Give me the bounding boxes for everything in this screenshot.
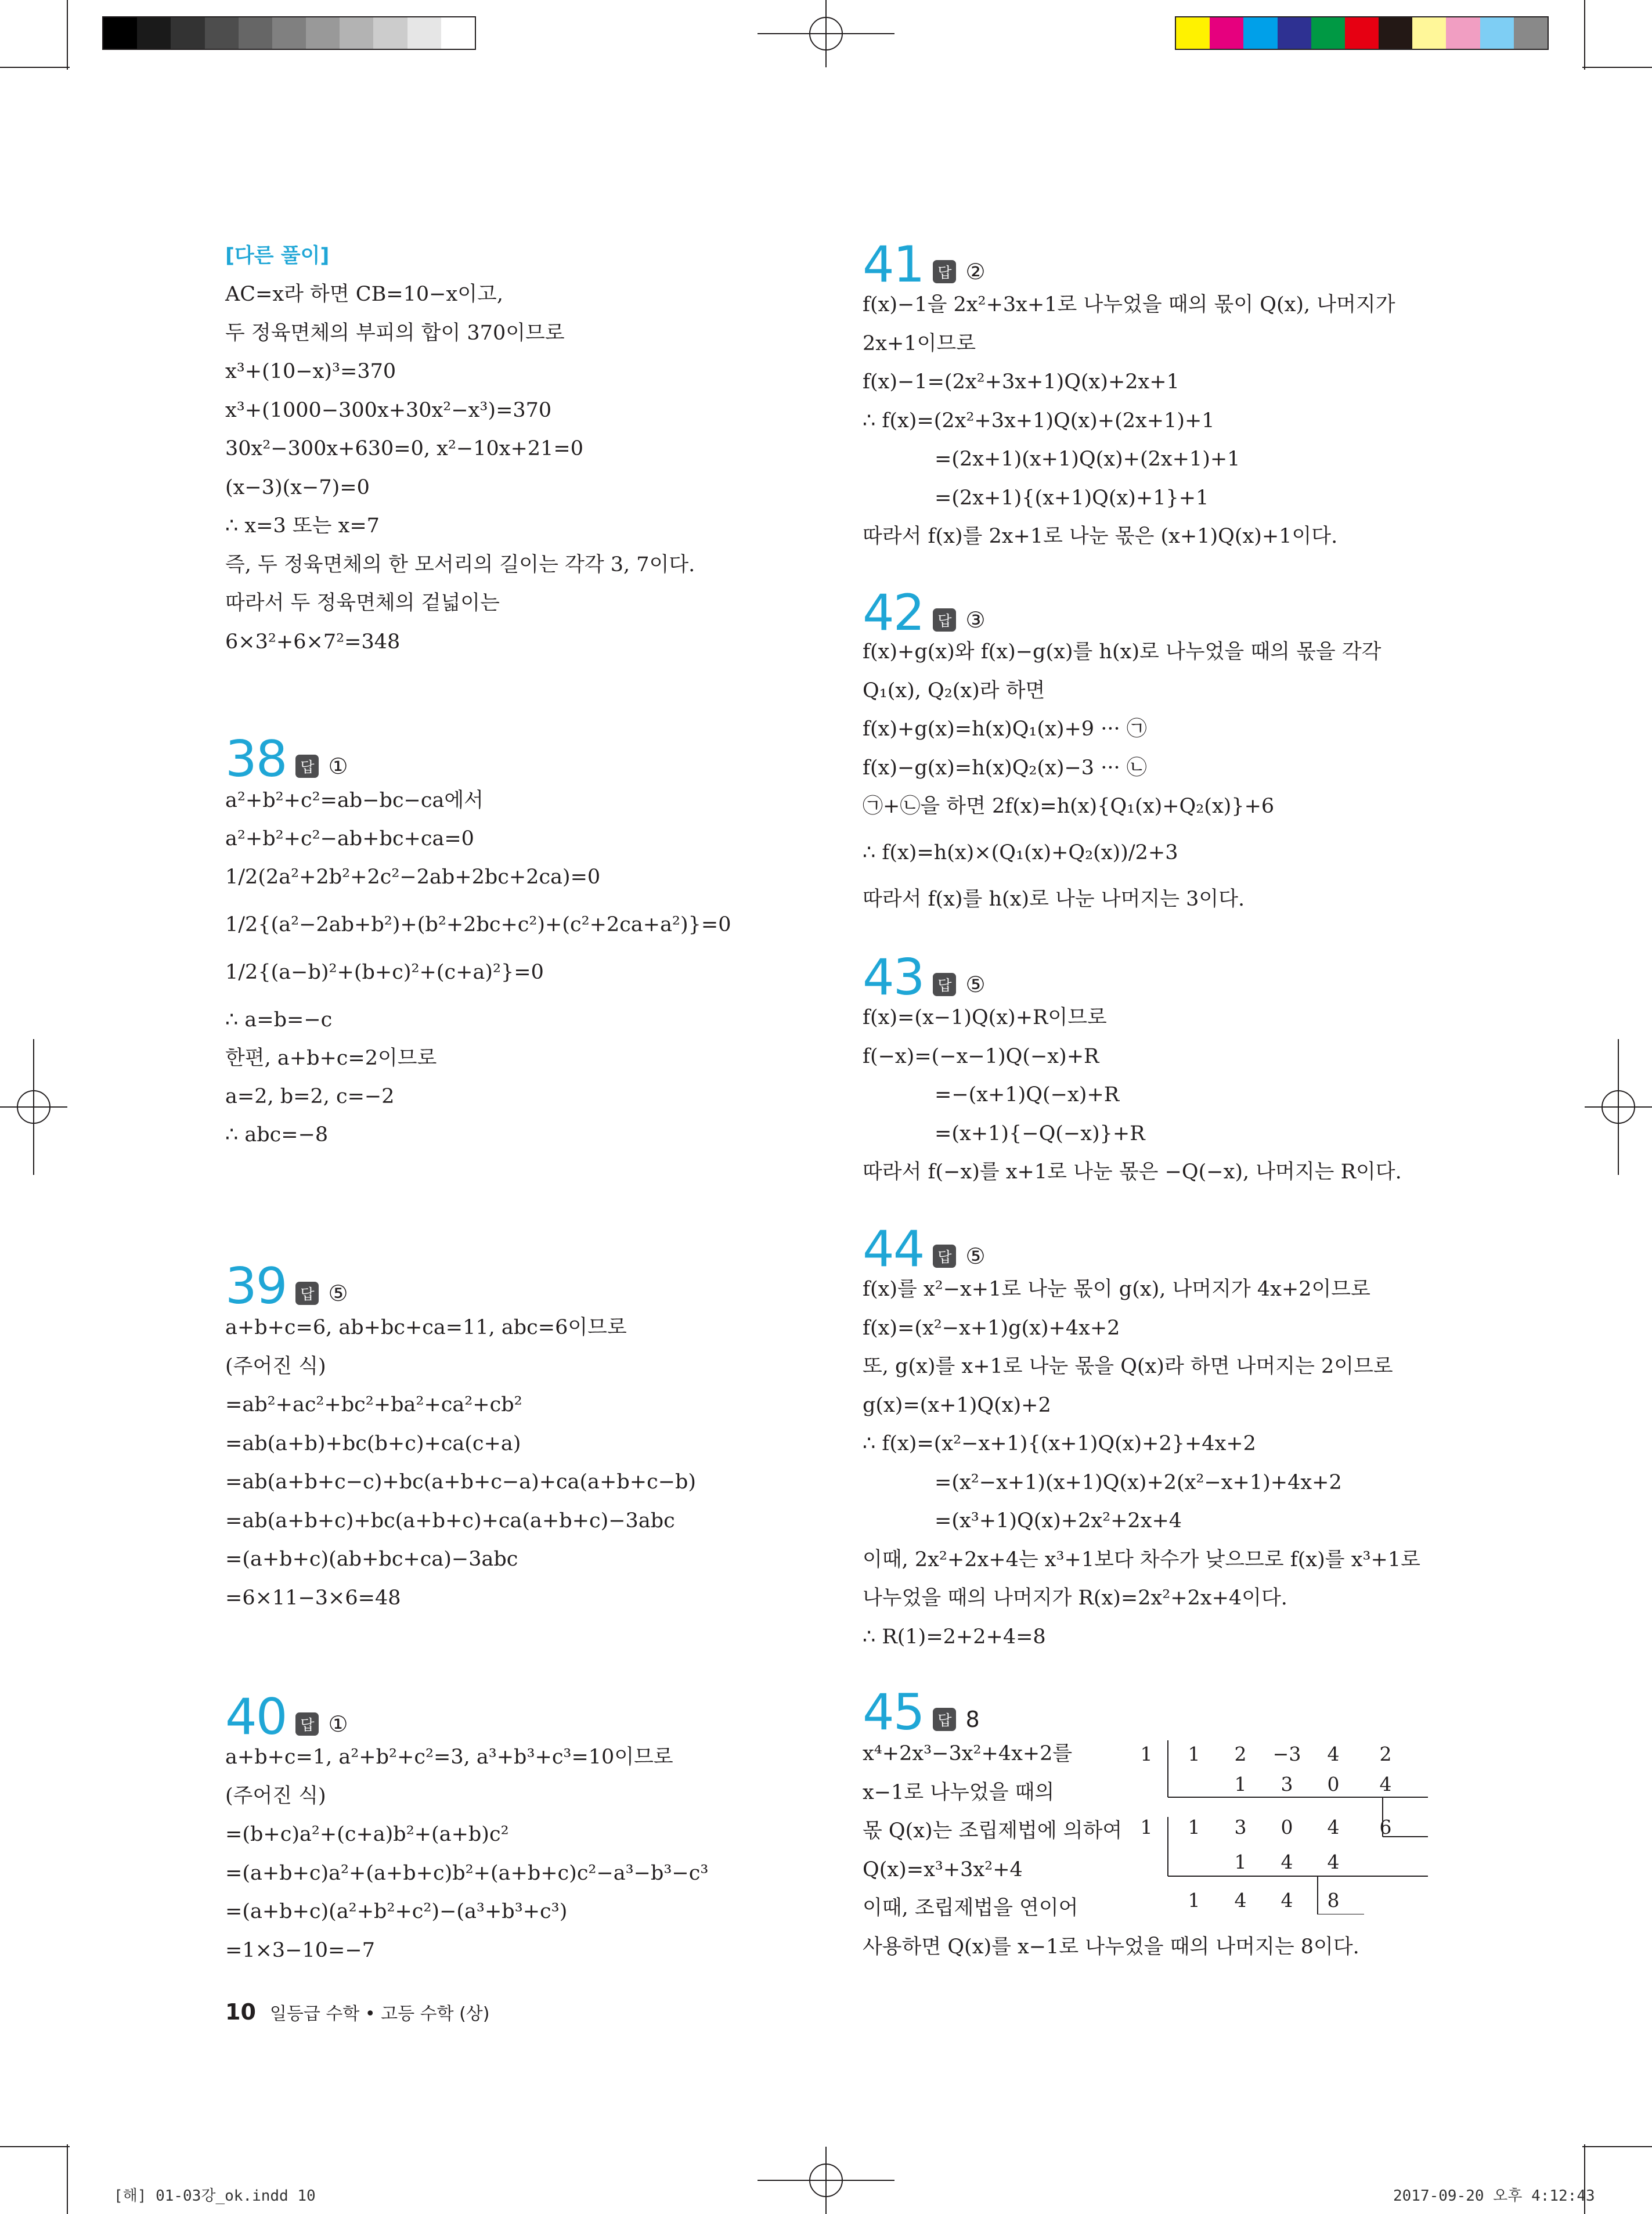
gray-calibration-strip bbox=[102, 16, 476, 50]
solution-line: 이때, 2x²+2x+4는 x³+1보다 차수가 낮으므로 f(x)를 x³+1로 bbox=[863, 1548, 1420, 1571]
problem-number: 41 bbox=[863, 236, 924, 294]
page-number: 10 bbox=[225, 1999, 256, 2025]
solution-line: x−1로 나누었을 때의 bbox=[863, 1780, 1055, 1804]
alt-solution-title: [다른 풀이] bbox=[225, 244, 330, 268]
synthetic-division-cell: 4 bbox=[1327, 1743, 1340, 1765]
solution-line: ∴ a=b=−c bbox=[225, 1008, 333, 1032]
swatch bbox=[306, 17, 340, 49]
solution-line: ∴ R(1)=2+2+4=8 bbox=[863, 1625, 1046, 1649]
answer: ① bbox=[328, 753, 348, 779]
solution-line: a+b+c=1, a²+b²+c²=3, a³+b³+c³=10이므로 bbox=[225, 1746, 673, 1769]
solution-line: f(x)+g(x)=h(x)Q₁(x)+9 ··· ㉠ bbox=[863, 717, 1147, 741]
page-footer bbox=[225, 1999, 489, 2025]
swatch bbox=[272, 17, 306, 49]
swatch bbox=[137, 17, 171, 49]
problem-number: 40 bbox=[225, 1688, 287, 1746]
problem-number: 39 bbox=[225, 1257, 287, 1315]
answer: ② bbox=[965, 259, 986, 284]
synthetic-division-cell: 1 bbox=[1234, 1773, 1247, 1795]
solution-line: f(x)를 x²−x+1로 나눈 몫이 g(x), 나머지가 4x+2이므로 bbox=[863, 1278, 1370, 1301]
solution-line: x³+(1000−300x+30x²−x³)=370 bbox=[225, 398, 552, 422]
solution-line: =ab(a+b+c)+bc(a+b+c)+ca(a+b+c)−3abc bbox=[225, 1509, 675, 1533]
synthetic-division-cell: 2 bbox=[1234, 1743, 1247, 1765]
solution-line: 따라서 f(−x)를 x+1로 나눈 몫은 −Q(−x), 나머지는 R이다. bbox=[863, 1160, 1402, 1184]
answer: ③ bbox=[965, 607, 986, 633]
solution-line: 이때, 조립제법을 연이어 bbox=[863, 1896, 1079, 1920]
solution-line: =ab²+ac²+bc²+ba²+ca²+cb² bbox=[225, 1393, 522, 1416]
solution-line: a=2, b=2, c=−2 bbox=[225, 1085, 395, 1108]
solution-line: ∴ f(x)=(x²−x+1){(x+1)Q(x)+2}+4x+2 bbox=[863, 1432, 1256, 1455]
synthetic-division-cell: 4 bbox=[1379, 1773, 1392, 1795]
problem-number: 44 bbox=[863, 1220, 924, 1278]
solution-line: f(x)−1=(2x²+3x+1)Q(x)+2x+1 bbox=[863, 370, 1180, 394]
problem-43-header bbox=[863, 949, 986, 1007]
swatch bbox=[1210, 17, 1243, 49]
synthetic-division-cell: 4 bbox=[1281, 1851, 1293, 1873]
solution-line: f(x)=(x−1)Q(x)+R이므로 bbox=[863, 1006, 1107, 1029]
solution-line: =(b+c)a²+(c+a)b²+(a+b)c² bbox=[225, 1823, 509, 1846]
problem-41-header bbox=[863, 236, 986, 294]
solution-line: 몫 Q(x)는 조립제법에 의하여 bbox=[863, 1819, 1123, 1842]
synthetic-division-cell: 1 bbox=[1140, 1743, 1153, 1765]
solution-line: 따라서 두 정육면체의 겉넓이는 bbox=[225, 592, 500, 615]
solution-line: a+b+c=6, ab+bc+ca=11, abc=6이므로 bbox=[225, 1316, 627, 1339]
problem-38-header bbox=[225, 730, 348, 788]
synthetic-division-cell: 1 bbox=[1188, 1816, 1200, 1838]
solution-line: 따라서 f(x)를 h(x)로 나눈 나머지는 3이다. bbox=[863, 888, 1245, 911]
answer: 8 bbox=[965, 1707, 980, 1732]
solution-line: Q(x)=x³+3x²+4 bbox=[863, 1858, 1023, 1881]
color-calibration-strip bbox=[1175, 16, 1549, 50]
solution-line: =6×11−3×6=48 bbox=[225, 1586, 401, 1610]
answer-tag: 답 bbox=[295, 755, 319, 778]
solution-line: 1/2{(a²−2ab+b²)+(b²+2bc+c²)+(c²+2ca+a²)}=0 bbox=[225, 913, 731, 936]
solution-line: ㉠+㉡을 하면 2f(x)=h(x){Q₁(x)+Q₂(x)}+6 bbox=[863, 795, 1275, 818]
solution-line: f(−x)=(−x−1)Q(−x)+R bbox=[863, 1044, 1099, 1068]
problem-number: 42 bbox=[863, 584, 924, 642]
swatch bbox=[441, 17, 475, 49]
problem-39-header bbox=[225, 1257, 348, 1315]
swatch bbox=[1278, 17, 1311, 49]
solution-line: =1×3−10=−7 bbox=[225, 1938, 375, 1962]
problem-number: 43 bbox=[863, 949, 924, 1007]
synthetic-division bbox=[1138, 1740, 1440, 1914]
swatch bbox=[1311, 17, 1345, 49]
synthetic-division-cell: 4 bbox=[1281, 1889, 1293, 1912]
solution-line: 한편, a+b+c=2이므로 bbox=[225, 1047, 437, 1070]
swatch bbox=[407, 17, 441, 49]
solution-line: =(a+b+c)(ab+bc+ca)−3abc bbox=[225, 1548, 518, 1571]
solution-line: a²+b²+c²=ab−bc−ca에서 bbox=[225, 789, 484, 812]
synthetic-division-cell: 1 bbox=[1188, 1743, 1200, 1765]
solution-line: 즉, 두 정육면체의 한 모서리의 길이는 각각 3, 7이다. bbox=[225, 553, 695, 576]
answer: ⑤ bbox=[965, 1243, 986, 1269]
swatch bbox=[239, 17, 272, 49]
synthetic-division-cell: 4 bbox=[1327, 1851, 1340, 1873]
answer: ⑤ bbox=[328, 1281, 348, 1306]
synthetic-division-cell: 2 bbox=[1379, 1743, 1392, 1765]
synthetic-division-cell: 0 bbox=[1327, 1773, 1340, 1795]
solution-line: =(x²−x+1)(x+1)Q(x)+2(x²−x+1)+4x+2 bbox=[935, 1470, 1342, 1494]
solution-line: f(x)=(x²−x+1)g(x)+4x+2 bbox=[863, 1316, 1120, 1340]
problem-44-header bbox=[863, 1220, 986, 1278]
synthetic-division-cell: 6 bbox=[1379, 1816, 1392, 1838]
solution-line: =(a+b+c)a²+(a+b+c)b²+(a+b+c)c²−a³−b³−c³ bbox=[225, 1861, 709, 1885]
problem-40-header bbox=[225, 1688, 348, 1746]
solution-line: =(2x+1){(x+1)Q(x)+1}+1 bbox=[935, 486, 1209, 510]
solution-line: f(x)−1을 2x²+3x+1로 나누었을 때의 몫이 Q(x), 나머지가 bbox=[863, 293, 1395, 316]
solution-line: 나누었을 때의 나머지가 R(x)=2x²+2x+4이다. bbox=[863, 1586, 1287, 1610]
solution-line: (x−3)(x−7)=0 bbox=[225, 475, 370, 499]
solution-line: =−(x+1)Q(−x)+R bbox=[935, 1083, 1120, 1106]
swatch bbox=[340, 17, 373, 49]
solution-line: =(x+1){−Q(−x)}+R bbox=[935, 1122, 1145, 1145]
swatch bbox=[1446, 17, 1480, 49]
swatch bbox=[373, 17, 407, 49]
swatch bbox=[103, 17, 137, 49]
synthetic-division-cell: 1 bbox=[1140, 1816, 1153, 1838]
print-timestamp: 2017-09-20 오후 4:12:43 bbox=[1393, 2187, 1595, 2205]
solution-line: (주어진 식) bbox=[225, 1784, 326, 1808]
solution-line: g(x)=(x+1)Q(x)+2 bbox=[863, 1393, 1051, 1417]
solution-line: =ab(a+b)+bc(b+c)+ca(c+a) bbox=[225, 1431, 521, 1455]
answer-tag: 답 bbox=[295, 1282, 319, 1305]
answer-tag: 답 bbox=[295, 1712, 319, 1736]
swatch bbox=[1379, 17, 1412, 49]
synthetic-division-cell: 3 bbox=[1234, 1816, 1247, 1838]
solution-line: =(x³+1)Q(x)+2x²+2x+4 bbox=[935, 1509, 1182, 1533]
solution-line: ∴ f(x)=h(x)×(Q₁(x)+Q₂(x))/2+3 bbox=[863, 841, 1178, 864]
solution-line: ∴ abc=−8 bbox=[225, 1123, 329, 1146]
solution-line: x³+(10−x)³=370 bbox=[225, 360, 396, 383]
problem-42-header bbox=[863, 584, 986, 642]
solution-line: 또, g(x)를 x+1로 나눈 몫을 Q(x)라 하면 나머지는 2이므로 bbox=[863, 1355, 1393, 1378]
solution-line: AC=x라 하면 CB=10−x이고, bbox=[225, 283, 503, 306]
swatch bbox=[1480, 17, 1514, 49]
solution-line: 사용하면 Q(x)를 x−1로 나누었을 때의 나머지는 8이다. bbox=[863, 1935, 1359, 1959]
answer: ① bbox=[328, 1711, 348, 1737]
synthetic-division-cell: 4 bbox=[1234, 1889, 1247, 1912]
answer-tag: 답 bbox=[933, 260, 956, 283]
solution-line: 30x²−300x+630=0, x²−10x+21=0 bbox=[225, 437, 583, 460]
solution-line: f(x)−g(x)=h(x)Q₂(x)−3 ··· ㉡ bbox=[863, 756, 1147, 780]
problem-number: 38 bbox=[225, 730, 287, 788]
solution-line: 6×3²+6×7²=348 bbox=[225, 630, 401, 654]
swatch bbox=[1514, 17, 1548, 49]
swatch bbox=[1243, 17, 1277, 49]
swatch bbox=[205, 17, 239, 49]
answer-tag: 답 bbox=[933, 1245, 956, 1268]
solution-line: Q₁(x), Q₂(x)라 하면 bbox=[863, 679, 1045, 702]
solution-line: 따라서 f(x)를 2x+1로 나눈 몫은 (x+1)Q(x)+1이다. bbox=[863, 525, 1338, 548]
solution-line: =(2x+1)(x+1)Q(x)+(2x+1)+1 bbox=[935, 448, 1240, 471]
solution-line: 1/2{(a−b)²+(b+c)²+(c+a)²}=0 bbox=[225, 961, 544, 984]
solution-line: 2x+1이므로 bbox=[863, 331, 976, 355]
problem-45-header bbox=[863, 1683, 980, 1741]
solution-line: x⁴+2x³−3x²+4x+2를 bbox=[863, 1742, 1073, 1765]
swatch bbox=[1345, 17, 1379, 49]
synthetic-division-cell: 1 bbox=[1188, 1889, 1200, 1912]
problem-number: 45 bbox=[863, 1683, 924, 1741]
synthetic-division-cell: −3 bbox=[1272, 1743, 1301, 1765]
answer-tag: 답 bbox=[933, 973, 956, 996]
solution-line: 두 정육면체의 부피의 합이 370이므로 bbox=[225, 321, 565, 345]
solution-line: 1/2(2a²+2b²+2c²−2ab+2bc+2ca)=0 bbox=[225, 866, 601, 889]
swatch bbox=[171, 17, 204, 49]
answer-tag: 답 bbox=[933, 1708, 956, 1731]
synthetic-division-cell: 0 bbox=[1281, 1816, 1293, 1838]
solution-line: a²+b²+c²−ab+bc+ca=0 bbox=[225, 827, 474, 850]
synthetic-division-cell: 3 bbox=[1281, 1773, 1293, 1795]
solution-line: ∴ f(x)=(2x²+3x+1)Q(x)+(2x+1)+1 bbox=[863, 409, 1215, 432]
solution-line: (주어진 식) bbox=[225, 1354, 326, 1378]
answer-tag: 답 bbox=[933, 608, 956, 632]
synthetic-division-cell: 1 bbox=[1234, 1851, 1247, 1873]
synthetic-division-cell: 8 bbox=[1327, 1889, 1340, 1912]
solution-line: =(a+b+c)(a²+b²+c²)−(a³+b³+c³) bbox=[225, 1900, 568, 1923]
answer: ⑤ bbox=[965, 972, 986, 997]
swatch bbox=[1412, 17, 1446, 49]
synthetic-division-cell: 4 bbox=[1327, 1816, 1340, 1838]
solution-line: =ab(a+b+c−c)+bc(a+b+c−a)+ca(a+b+c−b) bbox=[225, 1470, 697, 1494]
file-name: [해] 01-03강_ok.indd 10 bbox=[114, 2187, 316, 2205]
book-title: 일등급 수학 • 고등 수학 (상) bbox=[269, 2004, 490, 2024]
swatch bbox=[1176, 17, 1210, 49]
solution-line: f(x)+g(x)와 f(x)−g(x)를 h(x)로 나누었을 때의 몫을 각각 bbox=[863, 640, 1382, 664]
solution-line: ∴ x=3 또는 x=7 bbox=[225, 514, 380, 538]
